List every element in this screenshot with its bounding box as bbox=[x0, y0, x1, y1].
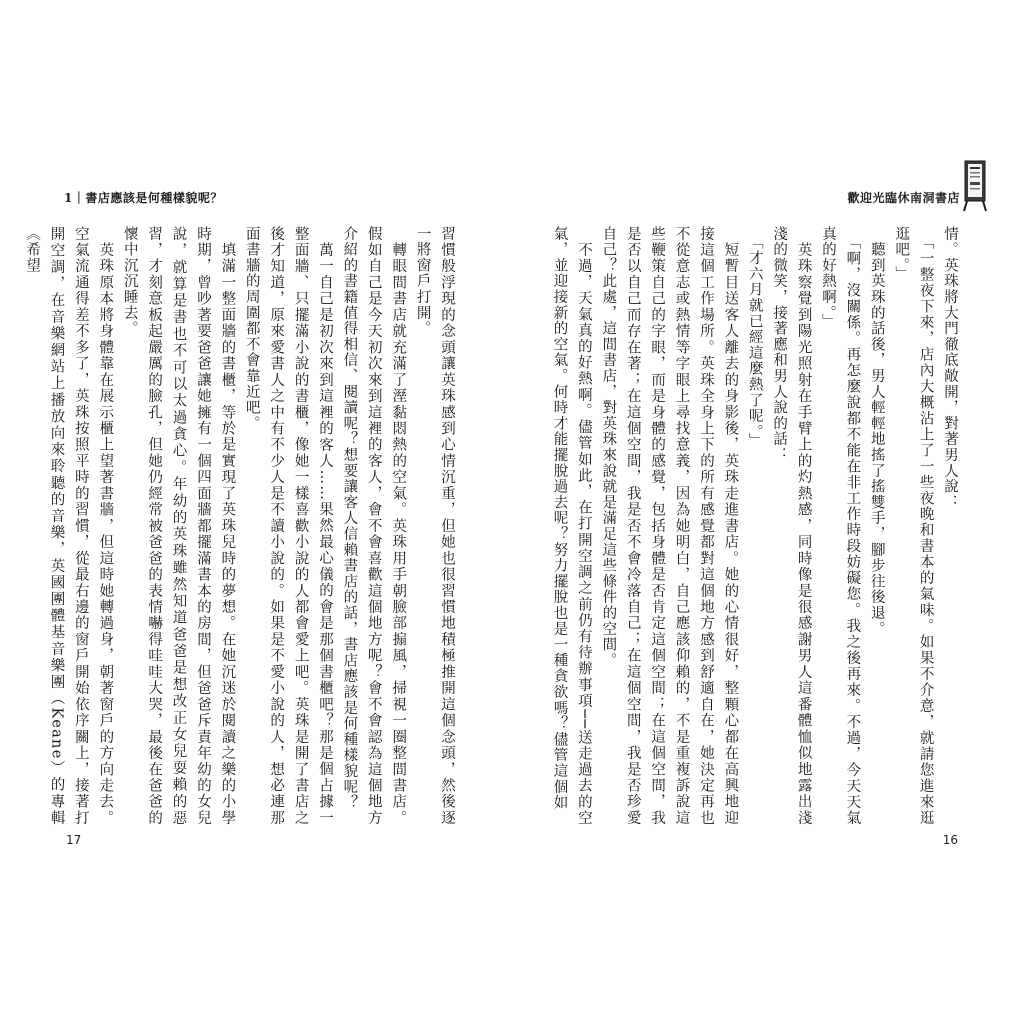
bookstore-sign-icon bbox=[962, 160, 988, 212]
paragraph: 聽到英珠的話後，男人輕輕地搖了搖雙手，腳步往後退。 bbox=[868, 226, 885, 637]
paragraph: 「啊，沒關係。再怎麼說都不能在非工作時段妨礙您。我之後再來。不過，今天天氣真的好熱啊。」 bbox=[819, 226, 861, 826]
paragraph: 萬一自己是初次來到這裡的客人……果然最心儀的會是那個書櫃吧？那是個占據一整面牆、只擺滿小說的書櫃，像她一樣喜歡小說的人都會愛上吧。英珠是開了書店之後才知道，原來愛書人之中有不少人是不讀小說的。如果是不愛小說的人，想必連那面書牆的周圍都不會靠近吧。 bbox=[243, 226, 333, 826]
page-number-right: 16 bbox=[942, 833, 958, 847]
paragraph: 轉眼間書店就充滿了溼黏悶熱的空氣。英珠用手朝臉部搧風，掃視一圈整間書店。假如自己是今天初次來到這裡的客人，會不會喜歡這個地方呢？會不會認為這個地方介紹的書籍值得相信、閱讀呢？想要讓客人信賴書店的話，書店應該是何種樣貌呢？ bbox=[341, 226, 407, 826]
page-number-left: 17 bbox=[66, 833, 82, 847]
paragraph: 短暫目送客人離去的身影後，英珠走進書店。她的心情很好，整顆心都在高興地迎接這個工作場所。英珠全身上下的所有感覺都對這個地方感到舒適自在，她決定再也不從意志或熱情等字眼上尋找意義，因為她明白，自己應該仰賴的，不是重複訴說這些鞭策自己的字眼，而是身體的感覺，包括身體是否肯定這個空間；在這個空間，我是否以自己而存在著；在這個空間，我是否不會冷落自己；在這個空間，我是否珍愛自己？此處，這間書店，對英珠來說就是滿足這些條件的空間。 bbox=[600, 226, 739, 826]
paragraph: 「才六月就已經這麼熱了呢。」 bbox=[746, 226, 763, 449]
paragraph: 英珠原本將身體靠在展示櫃上望著書牆，但這時她轉過身，朝著窗戶的方向走去。空氣流通得差不多了，英珠按照平時的習慣，從最右邊的窗戶開始依序關上，接著打開空調，在音樂網站上播放向來聆聽的音樂，英國團體基音樂團（Keane）的專輯《希望 bbox=[24, 226, 114, 826]
paragraph: 不過，天氣真的好熱啊。儘管如此，在打開空調之前仍有待辦事項──送走過去的空氣，並迎接新的空氣。何時才能擺脫過去呢？努力擺脫也是一種貪欲嗎？儘管這個如 bbox=[551, 226, 592, 826]
paragraph: 「一整夜下來，店內大概沾上了一些夜晚和書本的氣味。如果不介意，就請您進來逛逛吧。」 bbox=[893, 226, 934, 826]
paragraph: 習慣般浮現的念頭讓英珠感到心情沉重，但她也很習慣地積極推開這個念頭，然後逐一將窗戶打開。 bbox=[414, 226, 455, 826]
paragraph: 情。英珠將大門徹底敞開，對著男人說： bbox=[942, 226, 958, 511]
body-text-right bbox=[551, 226, 962, 826]
running-head-left: 1｜書店應該是何種樣貌呢？ bbox=[64, 191, 223, 205]
body-text-left bbox=[24, 226, 459, 826]
paragraph: 填滿一整面牆的書櫃，等於是實現了英珠兒時的夢想。在她沉迷於閱讀之樂的小學時期，曾吵著要爸爸讓她擁有一個四面牆都擺滿書本的房間，但爸爸斥責年幼的女兒說，就算是書也不可以太過貪心。年幼的英珠雖然知道爸爸是想改正女兒耍賴的惡習，才刻意板起嚴厲的臉孔，但她仍經常被爸爸的表情嚇得哇哇大哭，最後在爸爸的懷中沉沉睡去。 bbox=[121, 226, 236, 826]
paragraph: 英珠察覺到陽光照射在手臂上的灼熱感，同時像是很感謝男人這番體恤似地露出淺淺的微笑，接著應和男人說的話： bbox=[771, 226, 812, 826]
running-head-right: 歡迎光臨休南洞書店 bbox=[847, 191, 960, 205]
gutter bbox=[511, 150, 512, 870]
